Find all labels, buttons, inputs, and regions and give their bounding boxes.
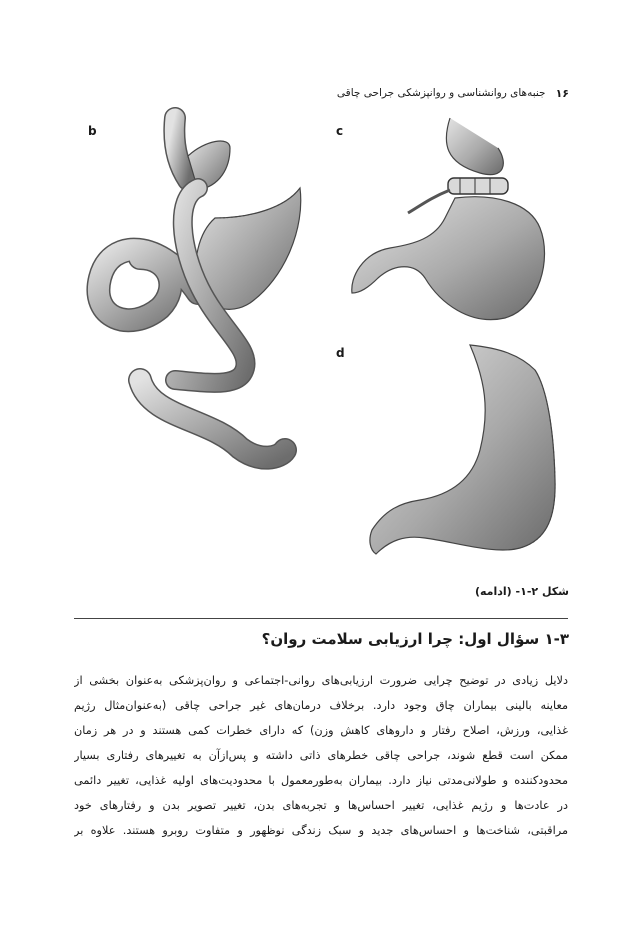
running-header xyxy=(120,84,569,102)
body-line: دلایل زیادی در توضیح چرایی ضرورت ارزیابی‌های روانی-اجتماعی و روان‌پزشکی به‌عنوان بخشی از xyxy=(74,674,568,687)
figure-caption: شکل ۲-۱- (ادامه) xyxy=(474,585,569,598)
illustration-gastric-band xyxy=(330,118,570,328)
body-line: ممکن است قطع شوند، جراحی چاقی خطرهای ذاتی داشته و پس‌ازآن به تغییرهای رفتاری بسیار xyxy=(74,749,568,762)
panel-label-b: b xyxy=(88,124,97,138)
body-line: محدودکننده و طولانی‌مدتی نیاز دارد. بیماران به‌طورمعمول با محدودیت‌های اولیه غذایی، تغییر دائمی xyxy=(74,774,568,787)
running-title: جنبه‌های روانشناسی و روانپزشکی جراحی چاقی xyxy=(336,87,546,99)
body-line: مراقبتی، شناخت‌ها و احساس‌های جدید و سبک زندگی نوظهور و متفاوت روبرو هستند. علاوه بر xyxy=(74,824,568,837)
section-heading: ۱-۳ سؤال اول: چرا ارزیابی سلامت روان؟ xyxy=(261,630,569,648)
body-line: معاینه بالینی بیماران چاق وجود دارد. برخلاف درمان‌های غیر جراحی چاقی (به‌عنوان‌مثال رژیم xyxy=(74,699,568,712)
body-line: غذایی، ورزش، اصلاح رفتار و داروهای کاهش وزن) که دارای خطرات کمی هستند و در هر زمان xyxy=(74,724,568,737)
illustration-gastric-bypass xyxy=(80,118,320,478)
page-number: ۱۶ xyxy=(555,86,569,100)
body-line: در عادت‌ها و رژیم غذایی، تغییر احساس‌ها و تجربه‌های بدن، تغییر تصویر بدن و رفتارهای خود xyxy=(74,799,568,812)
illustration-sleeve-gastrectomy xyxy=(360,340,560,570)
panel-label-c: c xyxy=(336,124,344,138)
panel-label-d: d xyxy=(336,346,345,360)
body-paragraph xyxy=(74,668,568,843)
section-divider xyxy=(74,618,568,619)
